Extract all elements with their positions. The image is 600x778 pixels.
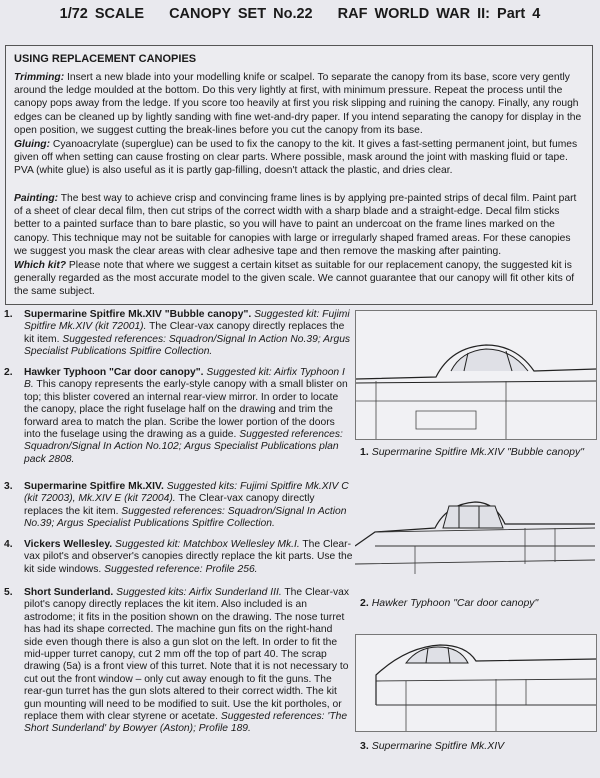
item-title: Vickers Wellesley. — [24, 539, 113, 550]
item-text: The Clear-vax canopy directly replaces the kit item. — [24, 493, 315, 517]
item-kit: Suggested kits: Fujimi Spitfire Mk.XIV C (kit 72003), Mk.XIV E (kit 72004). — [24, 481, 349, 505]
trimming-text: Insert a new blade into your modelling knife or scalpel. To separate the canopy from its base, score very gently around the ledge moulded at the bottom. Do this very lightly at first, with minimum pressure. Repeat the process until the canopy pops away from the ledge. If you score too heavily at first you risk slipping and ruining the canopy. Finally, any rough edges can be cleaned up by lightly sanding with fine wet-and-dry paper. If you intend separating the canopy for display in the open position, we suggest cutting the break-lines before you cut the canopy from its base. — [14, 72, 582, 136]
item-kit: Suggested kit: Matchbox Wellesley Mk.I. — [112, 539, 300, 550]
figure-1-text: Supermarine Spitfire Mk.XIV "Bubble canopy" — [371, 446, 584, 458]
item-title: Supermarine Spitfire Mk.XIV "Bubble canopy". — [24, 309, 252, 320]
figure-1-drawing — [355, 310, 597, 440]
instructions-box — [5, 45, 593, 305]
figure-3-number: 3. — [360, 740, 369, 752]
page-header — [0, 6, 600, 22]
list-item — [4, 367, 354, 466]
item-refs: Suggested reference: Profile 256. — [101, 563, 258, 575]
gluing-label: Gluing: — [14, 139, 51, 150]
item-refs: Suggested references: Squadron/Signal In Action No.39; Argus Specialist Publications Spitfire Collection. — [24, 333, 351, 358]
whichkit-label: Which kit? — [14, 260, 67, 271]
set-label: CANOPY SET No.22 — [169, 6, 313, 22]
item-number: 1. — [4, 309, 13, 320]
painting-text: The best way to achieve crisp and convincing frame lines is by applying pre-painted strips of decal film. Paint part of a sheet of clear decal film, then cut strips of the correct width with a sharp blade and a straight-edge. Decal film sticks better to a painted surface than to bare plastic, so you will have to paint an undercoat on the frame lines marked on the canopy. This technique may not be suitable for canopies with large or irregularly shaped framed areas. For these canopies we suggest you mask the clear areas with clear adhesive tape and then remove the masking after painting. — [14, 193, 577, 257]
item-refs: Suggested references: Squadron/Signal In Action No.102; Argus Specialist Publications plan pack 2808. — [24, 429, 343, 465]
item-number: 2. — [4, 367, 13, 378]
list-item — [4, 539, 354, 576]
spitfire-bubble-canopy-drawing — [356, 311, 596, 439]
item-number: 4. — [4, 539, 13, 550]
figure-3-caption — [360, 740, 504, 752]
list-item — [4, 587, 354, 736]
item-kit: Suggested kit: Airfix Typhoon I B. — [24, 367, 345, 391]
painting-paragraph — [14, 192, 584, 258]
item-number: 3. — [4, 481, 13, 492]
typhoon-car-door-drawing — [355, 484, 595, 588]
painting-label: Painting: — [14, 193, 59, 204]
item-text: The Clear-vax pilot's and observer's canopies directly replace the kit parts. Use the kit side windows. — [24, 539, 353, 575]
list-item — [4, 481, 354, 531]
spitfire-mkxiv-drawing — [356, 635, 596, 731]
item-refs: Suggested references: Squadron/Signal In Action No.39; Argus Specialist Publications Spitfire Collection. — [24, 505, 347, 530]
figure-2-text: Hawker Typhoon "Car door canopy" — [371, 597, 539, 609]
figure-1-caption — [360, 446, 584, 458]
trimming-label: Trimming: — [14, 72, 65, 83]
item-kit: Suggested kit: Fujimi Spitfire Mk.XIV (kit 72001). — [24, 309, 350, 333]
whichkit-paragraph — [14, 259, 584, 299]
figure-2-drawing — [355, 484, 595, 588]
list-item — [4, 309, 354, 359]
item-kit: Suggested kits: Airfix Sunderland III. — [113, 587, 282, 598]
scale-label: 1/72 SCALE — [59, 6, 145, 22]
item-title: Short Sunderland. — [24, 587, 114, 598]
trimming-paragraph — [14, 71, 584, 137]
series-label: RAF WORLD WAR II: Part 4 — [337, 6, 541, 22]
figure-3-text: Supermarine Spitfire Mk.XIV — [371, 740, 505, 752]
item-text: The Clear-vax pilot's canopy directly replaces the kit item. Also included is an astrodome; it fits in the position shown on the drawing. The nose turret has had its shape corrected. The machine gun fits on the right-hand side even though there is also a gun slot on the left. In order to fit the mid-upper turret canopy, cut 2 mm off the top of part 40. The scrap drawing (5a) is a front view of this turret. Note that it is not necessary to cut out the front window – only cut away enough to fit the guns. The rear-gun turret has the gun slots altered to their correct width. The kit gun mounting will need to be modified to suit. Use the kit portholes, or replace them with clear styrene or acetate. — [24, 587, 350, 723]
whichkit-text: Please note that where we suggest a certain kitset as suitable for our replacement canopy, the suggested kit is generally regarded as the most accurate model to the given scale. We cannot guarantee that our canopy will fit other kits of the same subject. — [14, 260, 575, 298]
figure-2-caption — [360, 597, 538, 609]
instructions-title: USING REPLACEMENT CANOPIES — [14, 53, 197, 65]
figure-3-drawing — [355, 634, 597, 732]
item-title: Supermarine Spitfire Mk.XIV. — [24, 481, 164, 492]
item-text: This canopy represents the early-style canopy with a small blister on top; this blister covered an internal rear-view mirror. In order to locate the canopy, place the right fuselage half on the drawing and trim the forward area to match the plan. Scribe the lower portion of the doors into the fuselage using the drawing as a guide. — [24, 379, 348, 441]
figure-1-number: 1. — [360, 446, 369, 458]
item-text: The Clear-vax canopy directly replaces the kit item. — [24, 321, 345, 345]
gluing-paragraph — [14, 138, 584, 178]
item-number: 5. — [4, 587, 13, 598]
item-title: Hawker Typhoon "Car door canopy". — [24, 367, 204, 378]
figure-2-number: 2. — [360, 597, 369, 609]
gluing-text: Cyanoacrylate (superglue) can be used to fix the canopy to the kit. It gives a fast-setting permanent joint, but fumes given off when setting can cause frosting on clear parts. Where possible, mask around the joint with masking fluid or tape. PVA (white glue) is also useful as it is partly gap-filling, doesn't attack the plastic, and dries clear. — [14, 139, 578, 177]
item-refs: Suggested references: 'The Short Sunderland' by Bowyer (Aston); Profile 189. — [24, 711, 348, 735]
